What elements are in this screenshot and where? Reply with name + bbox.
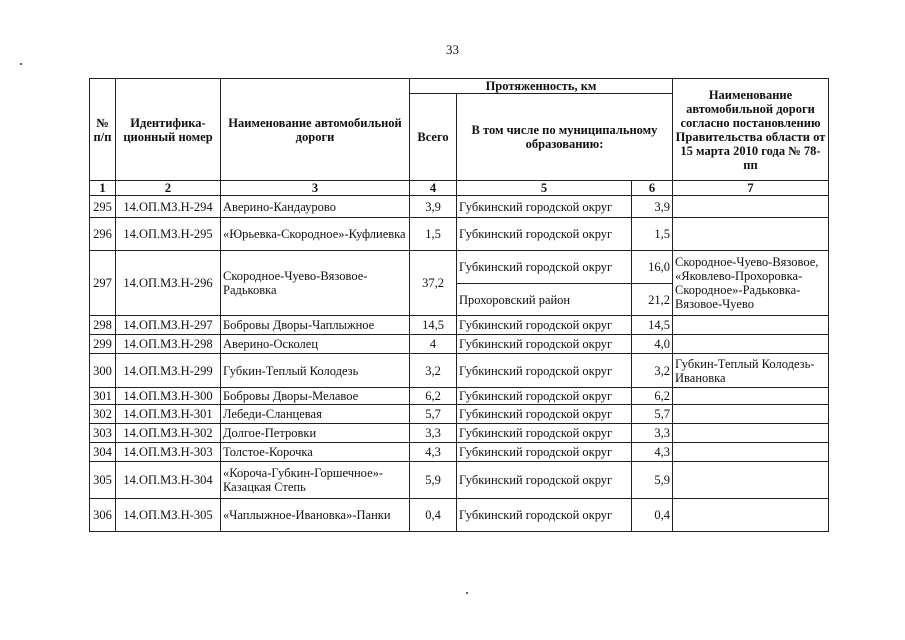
scan-speck (20, 63, 22, 65)
table-row (90, 251, 829, 284)
table-row (90, 405, 829, 424)
municipality-length: 16,0 (632, 251, 673, 284)
municipality: Губкинский городской округ (457, 462, 632, 499)
total-length: 5,7 (410, 405, 457, 424)
municipality-length: 5,9 (632, 462, 673, 499)
road-name: «Юрьевка-Скородное»-Куфлиевка (221, 218, 410, 251)
road-id: 14.ОП.МЗ.Н-299 (116, 354, 221, 388)
column-number: 7 (673, 181, 829, 196)
table-body (90, 79, 829, 532)
municipality: Губкинский городской округ (457, 405, 632, 424)
road-id: 14.ОП.МЗ.Н-296 (116, 251, 221, 316)
municipality-length: 3,2 (632, 354, 673, 388)
road-name: Бобровы Дворы-Чаплыжное (221, 316, 410, 335)
road-id: 14.ОП.МЗ.Н-305 (116, 499, 221, 532)
total-length: 3,3 (410, 424, 457, 443)
total-length: 3,2 (410, 354, 457, 388)
total-length: 0,4 (410, 499, 457, 532)
road-id: 14.ОП.МЗ.Н-297 (116, 316, 221, 335)
table-row (90, 462, 829, 499)
row-number: 299 (90, 335, 116, 354)
municipality-length: 21,2 (632, 284, 673, 316)
road-id: 14.ОП.МЗ.Н-298 (116, 335, 221, 354)
municipality: Губкинский городской округ (457, 251, 632, 284)
table-row (90, 335, 829, 354)
scan-speck (466, 592, 468, 594)
header-length-group: Протяженность, км (410, 79, 673, 94)
header-id: Идентифика-ционный номер (116, 79, 221, 181)
table-row (90, 499, 829, 532)
road-name: «Чаплыжное-Ивановка»-Панки (221, 499, 410, 532)
table-row (90, 218, 829, 251)
municipality-length: 3,3 (632, 424, 673, 443)
total-length: 4,3 (410, 443, 457, 462)
header-row (90, 79, 829, 94)
row-number: 300 (90, 354, 116, 388)
road-id: 14.ОП.МЗ.Н-302 (116, 424, 221, 443)
municipality-length: 6,2 (632, 388, 673, 405)
road-name: «Короча-Губкин-Горшечное»-Казацкая Степь (221, 462, 410, 499)
total-length: 1,5 (410, 218, 457, 251)
table-row (90, 354, 829, 388)
road-name: Аверино-Кандаурово (221, 196, 410, 218)
row-number: 298 (90, 316, 116, 335)
road-id: 14.ОП.МЗ.Н-304 (116, 462, 221, 499)
municipality-length: 4,3 (632, 443, 673, 462)
municipality: Губкинский городской округ (457, 196, 632, 218)
municipality: Губкинский городской округ (457, 443, 632, 462)
municipality: Губкинский городской округ (457, 424, 632, 443)
column-number-row (90, 181, 829, 196)
municipality: Губкинский городской округ (457, 388, 632, 405)
row-number: 305 (90, 462, 116, 499)
column-number: 3 (221, 181, 410, 196)
total-length: 4 (410, 335, 457, 354)
total-length: 37,2 (410, 251, 457, 316)
resolution-road-name (673, 316, 829, 335)
resolution-road-name (673, 196, 829, 218)
road-id: 14.ОП.МЗ.Н-301 (116, 405, 221, 424)
road-name: Бобровы Дворы-Мелавое (221, 388, 410, 405)
municipality-length: 14,5 (632, 316, 673, 335)
road-name: Губкин-Теплый Колодезь (221, 354, 410, 388)
roads-table (89, 78, 829, 532)
row-number: 302 (90, 405, 116, 424)
total-length: 5,9 (410, 462, 457, 499)
resolution-road-name (673, 335, 829, 354)
row-number: 304 (90, 443, 116, 462)
column-number: 2 (116, 181, 221, 196)
header-including: В том числе по муниципальному образованию: (457, 94, 673, 181)
municipality-length: 5,7 (632, 405, 673, 424)
header-road-name: Наименование автомобильной дороги (221, 79, 410, 181)
row-number: 296 (90, 218, 116, 251)
road-id: 14.ОП.МЗ.Н-303 (116, 443, 221, 462)
municipality: Губкинский городской округ (457, 218, 632, 251)
header-total: Всего (410, 94, 457, 181)
resolution-road-name (673, 218, 829, 251)
row-number: 303 (90, 424, 116, 443)
resolution-road-name: Губкин-Теплый Колодезь-Ивановка (673, 354, 829, 388)
road-id: 14.ОП.МЗ.Н-300 (116, 388, 221, 405)
municipality-length: 3,9 (632, 196, 673, 218)
road-name: Скородное-Чуево-Вязовое-Радьковка (221, 251, 410, 316)
resolution-road-name (673, 499, 829, 532)
municipality: Губкинский городской округ (457, 335, 632, 354)
table-row (90, 316, 829, 335)
row-number: 295 (90, 196, 116, 218)
column-number: 4 (410, 181, 457, 196)
table-row (90, 424, 829, 443)
row-number: 306 (90, 499, 116, 532)
municipality: Губкинский городской округ (457, 316, 632, 335)
road-name: Аверино-Осколец (221, 335, 410, 354)
resolution-road-name (673, 443, 829, 462)
table-row (90, 196, 829, 218)
total-length: 14,5 (410, 316, 457, 335)
resolution-road-name (673, 462, 829, 499)
municipality: Прохоровский район (457, 284, 632, 316)
resolution-road-name: Скородное-Чуево-Вязовое, «Яковлево-Прохоровка-Скородное»-Радьковка-Вязовое-Чуево (673, 251, 829, 316)
municipality: Губкинский городской округ (457, 499, 632, 532)
municipality-length: 4,0 (632, 335, 673, 354)
municipality: Губкинский городской округ (457, 354, 632, 388)
resolution-road-name (673, 405, 829, 424)
total-length: 3,9 (410, 196, 457, 218)
resolution-road-name (673, 388, 829, 405)
page-number: 33 (446, 42, 459, 57)
resolution-road-name (673, 424, 829, 443)
road-name: Долгое-Петровки (221, 424, 410, 443)
road-id: 14.ОП.МЗ.Н-295 (116, 218, 221, 251)
road-id: 14.ОП.МЗ.Н-294 (116, 196, 221, 218)
table-row (90, 443, 829, 462)
table-row (90, 388, 829, 405)
road-name: Лебеди-Сланцевая (221, 405, 410, 424)
header-num: № п/п (90, 79, 116, 181)
row-number: 301 (90, 388, 116, 405)
municipality-length: 0,4 (632, 499, 673, 532)
column-number: 5 (457, 181, 632, 196)
column-number: 1 (90, 181, 116, 196)
header-resolution-name: Наименование автомобильной дороги согласно постановлению Правительства области от 15 марта 2010 года № 78-пп (673, 79, 829, 181)
road-name: Толстое-Корочка (221, 443, 410, 462)
row-number: 297 (90, 251, 116, 316)
municipality-length: 1,5 (632, 218, 673, 251)
column-number: 6 (632, 181, 673, 196)
total-length: 6,2 (410, 388, 457, 405)
